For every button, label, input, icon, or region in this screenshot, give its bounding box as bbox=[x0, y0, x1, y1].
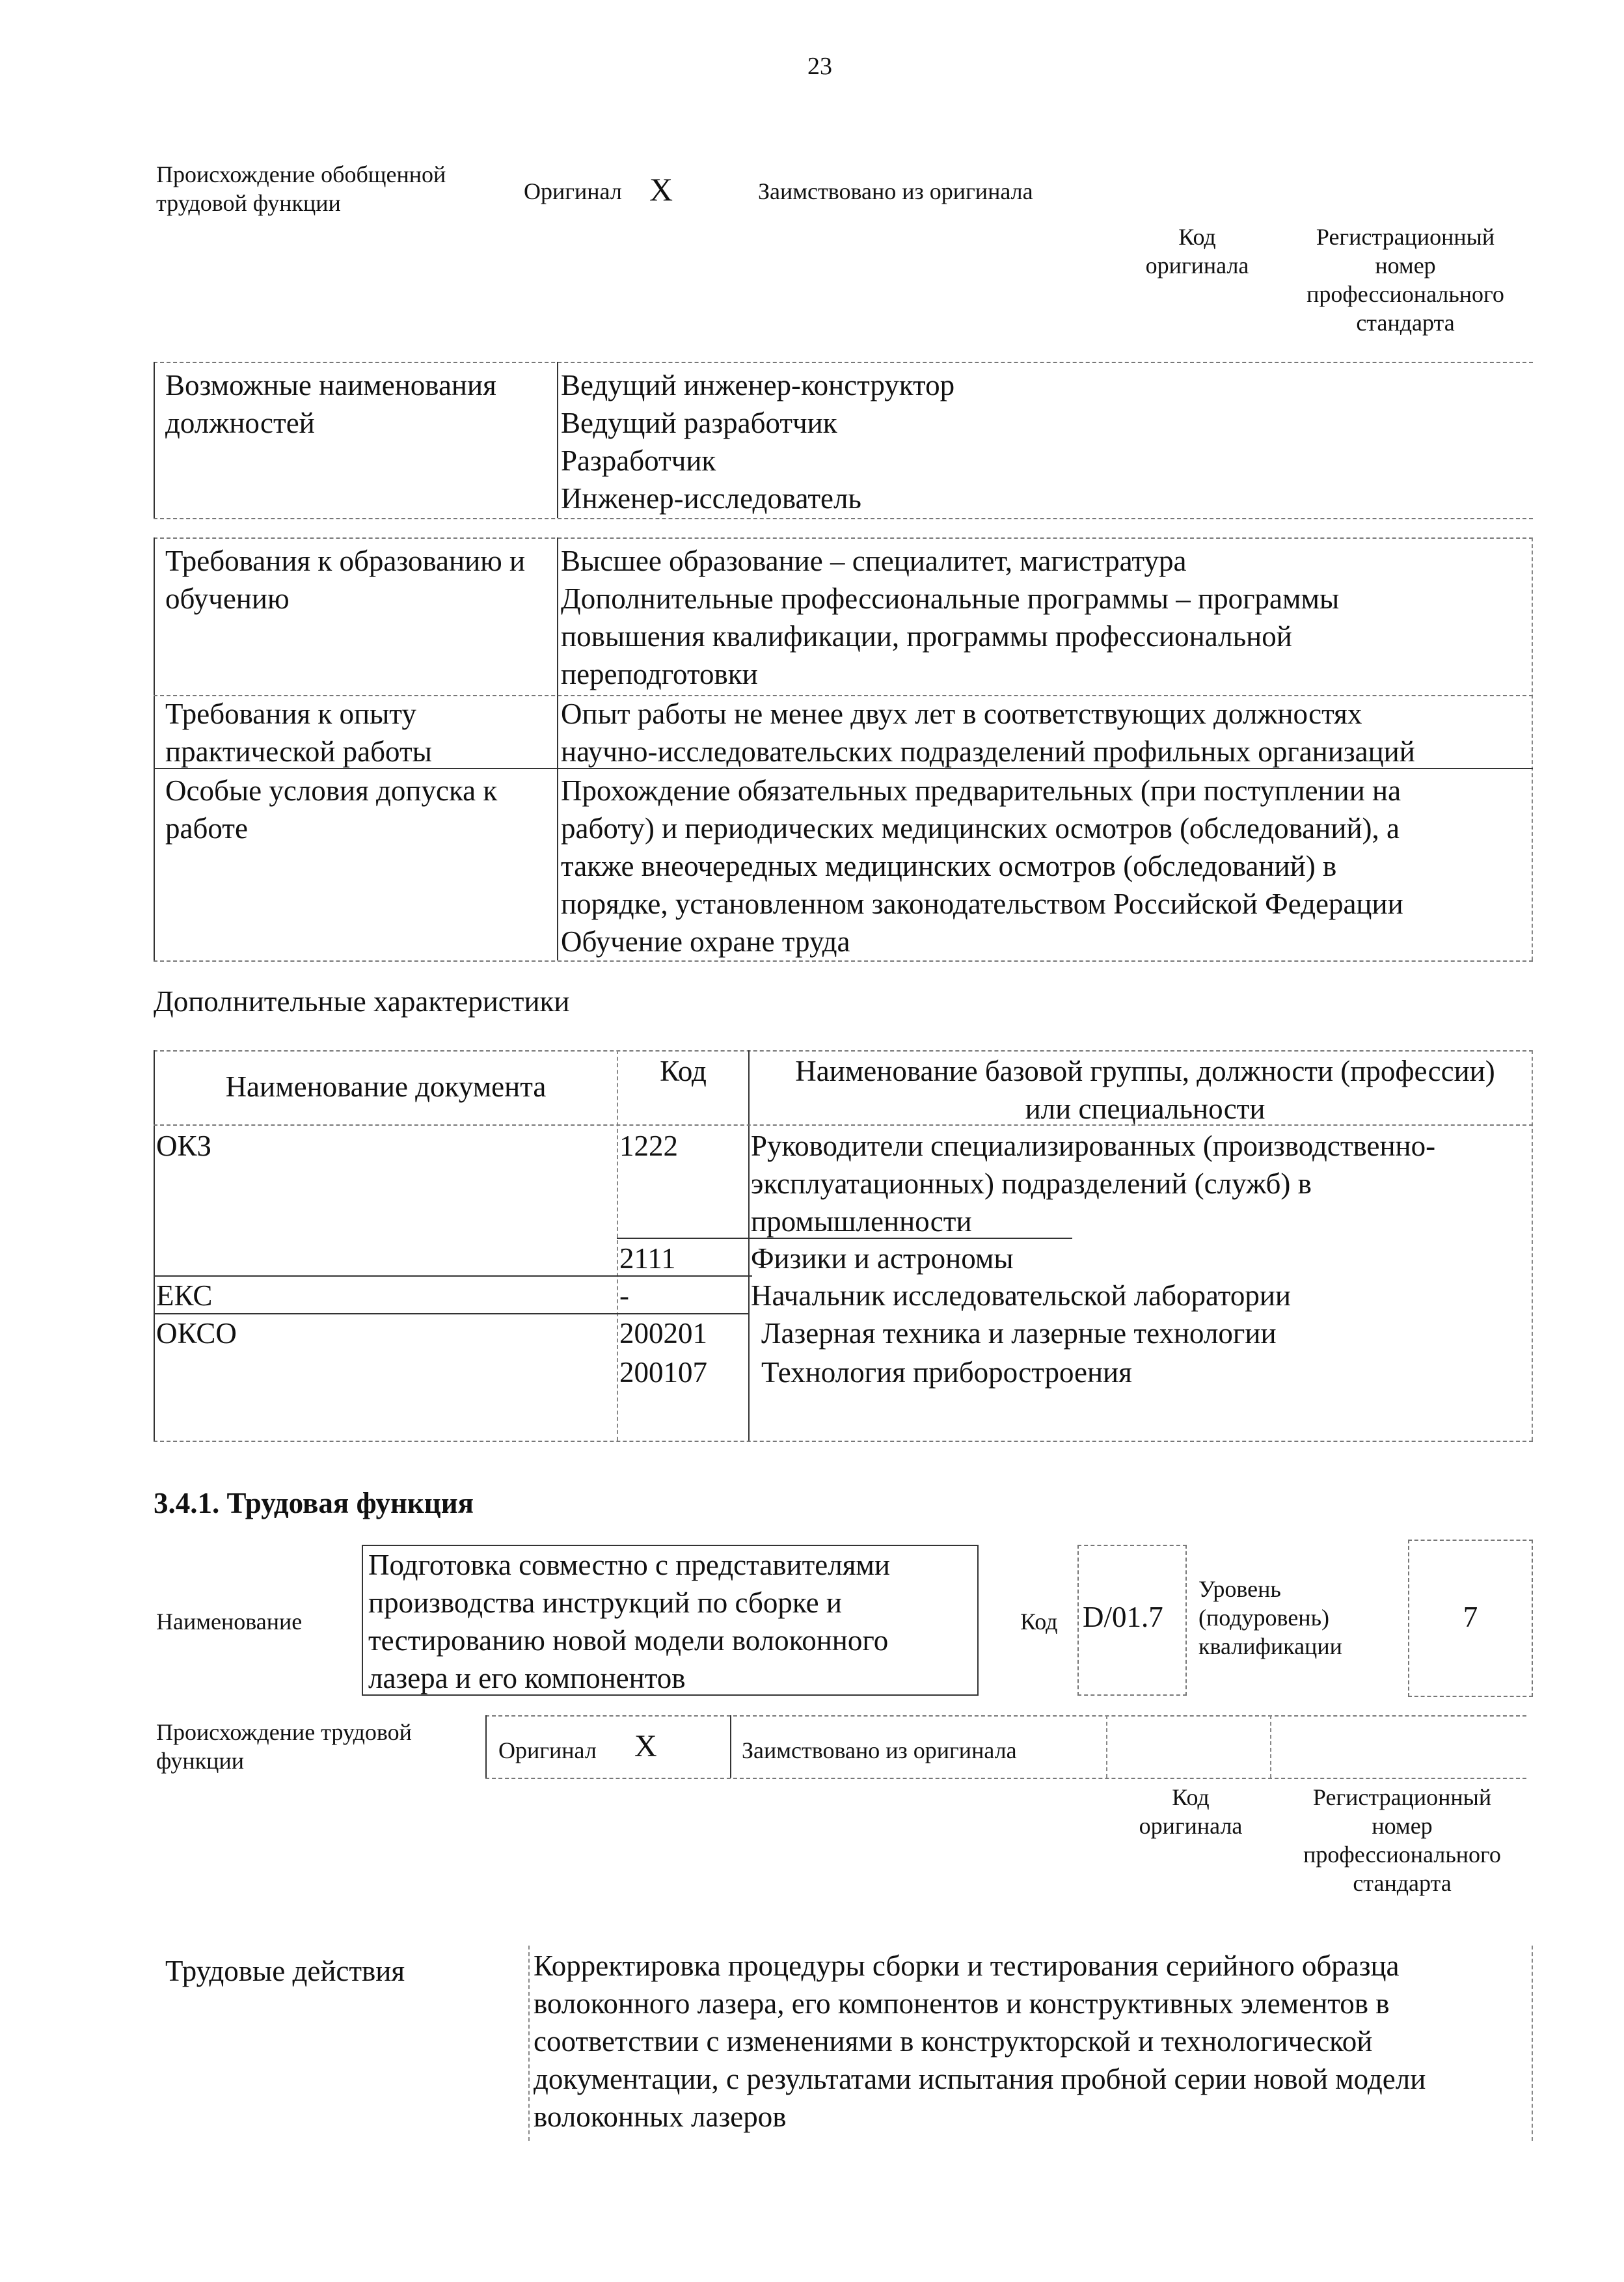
function-name-label: Наименование bbox=[156, 1609, 303, 1635]
admission-value bbox=[561, 772, 1530, 960]
function-heading: 3.4.1. Трудовая функция bbox=[154, 1487, 474, 1519]
function-name-box bbox=[362, 1545, 979, 1696]
function-code-value: D/01.7 bbox=[1083, 1601, 1163, 1633]
function-code-label: Код bbox=[1020, 1609, 1058, 1635]
table-cell-doc: ОКЗ bbox=[156, 1130, 212, 1162]
col-name-header: Наименование базовой группы, должности (профессии) или специальности bbox=[795, 1055, 1495, 1125]
education-line: Высшее образование – специалитет, магистратура bbox=[561, 545, 1187, 577]
admission-line: Прохождение обязательных предварительных (при поступлении на bbox=[561, 774, 1401, 807]
actions-line: волоконного лазера, его компонентов и конструктивных элементов в bbox=[534, 1987, 1390, 2020]
position-item: Разработчик bbox=[561, 444, 716, 477]
actions-text bbox=[534, 1947, 1529, 2136]
position-item: Инженер-исследователь bbox=[561, 482, 861, 515]
table-cell-code: - bbox=[619, 1279, 629, 1312]
function-name-line: производства инструкций по сборке и bbox=[368, 1586, 842, 1619]
function-name-line: лазера и его компонентов bbox=[368, 1662, 686, 1694]
col-code-header: Код bbox=[660, 1055, 707, 1087]
education-line: Дополнительные профессиональные программы – программы bbox=[561, 582, 1340, 615]
position-item: Ведущий разработчик bbox=[561, 407, 837, 439]
actions-line: соответствии с изменениями в конструкторской и технологической bbox=[534, 2025, 1373, 2058]
function-borrowed-label: Заимствовано из оригинала bbox=[742, 1737, 1017, 1763]
table-cell-name: Физики и астрономы bbox=[751, 1242, 1014, 1275]
table-cell-code: 200107 bbox=[619, 1356, 707, 1389]
table-cell-name: Лазерная техника и лазерные технологии bbox=[761, 1317, 1277, 1350]
admission-line: порядке, установленном законодательством Российской Федерации bbox=[561, 888, 1403, 920]
level-label-line: Уровень bbox=[1198, 1576, 1281, 1602]
table-cell-code: 1222 bbox=[619, 1130, 678, 1162]
table-cell-line: промышленности bbox=[751, 1205, 972, 1238]
gen-original-label: Оригинал bbox=[524, 178, 622, 204]
level-label-line: (подуровень) bbox=[1198, 1605, 1329, 1631]
table-cell-doc: ОКСО bbox=[156, 1317, 237, 1350]
gen-original-mark: X bbox=[649, 171, 673, 208]
table-cell-doc: ЕКС bbox=[156, 1279, 213, 1312]
function-original-mark: X bbox=[634, 1729, 657, 1763]
table-cell-code: 200201 bbox=[619, 1317, 707, 1350]
function-code-original-label: Код оригинала bbox=[1139, 1784, 1243, 1839]
table-cell-line: эксплуатационных) подразделений (служб) в bbox=[751, 1167, 1312, 1200]
table-cell-name: Технология приборостроения bbox=[761, 1356, 1132, 1389]
position-item: Ведущий инженер-конструктор bbox=[561, 369, 955, 401]
table-cell-code: 2111 bbox=[619, 1242, 676, 1275]
actions-line: документации, с результатами испытания пробной серии новой модели bbox=[534, 2063, 1426, 2095]
actions-label: Трудовые действия bbox=[165, 1955, 405, 1987]
table-cell-name: Начальник исследовательской лаборатории bbox=[751, 1279, 1292, 1312]
function-reg-number-label: Регистрационный номер профессионального стандарта bbox=[1303, 1784, 1501, 1896]
actions-line: волоконных лазеров bbox=[534, 2100, 787, 2133]
gen-reg-number-label: Регистрационный номер профессионального стандарта bbox=[1306, 224, 1504, 336]
education-value bbox=[561, 542, 1530, 693]
function-name-line: тестированию новой модели волоконного bbox=[368, 1624, 889, 1657]
additional-heading: Дополнительные характеристики bbox=[154, 985, 570, 1018]
page-number: 23 bbox=[807, 53, 832, 80]
education-label: Требования к образованию и обучению bbox=[165, 545, 526, 615]
experience-line: Опыт работы не менее двух лет в соответствующих должностях bbox=[561, 698, 1362, 730]
table-cell-line: Руководители специализированных (производственно- bbox=[751, 1130, 1436, 1162]
admission-line: также внеочередных медицинских осмотров (обследований) в bbox=[561, 850, 1337, 882]
actions-line: Корректировка процедуры сборки и тестирования серийного образца bbox=[534, 1949, 1400, 1982]
gen-code-original-label: Код оригинала bbox=[1145, 224, 1249, 278]
admission-line: работу) и периодических медицинских осмотров (обследований), а bbox=[561, 812, 1400, 845]
function-level-value: 7 bbox=[1463, 1601, 1478, 1633]
function-level-label bbox=[1198, 1575, 1394, 1661]
function-origin-label: Происхождение трудовой функции bbox=[156, 1719, 412, 1774]
function-name-line: Подготовка совместно с представителями bbox=[368, 1549, 890, 1581]
gen-borrowed-label: Заимствовано из оригинала bbox=[758, 178, 1033, 204]
experience-line: научно-исследовательских подразделений профильных организаций bbox=[561, 735, 1415, 768]
col-doc-header: Наименование документа bbox=[225, 1070, 547, 1103]
positions-list bbox=[561, 366, 1524, 517]
level-label-line: квалификации bbox=[1198, 1633, 1342, 1659]
positions-label: Возможные наименования должностей bbox=[165, 369, 496, 439]
function-original-label: Оригинал bbox=[498, 1737, 597, 1763]
gen-origin-label: Происхождение обобщенной трудовой функции bbox=[156, 161, 446, 216]
table-cell-name bbox=[751, 1127, 1532, 1240]
experience-label: Требования к опыту практической работы bbox=[165, 698, 432, 768]
education-line: переподготовки bbox=[561, 658, 758, 690]
experience-value bbox=[561, 695, 1530, 770]
admission-line: Обучение охране труда bbox=[561, 925, 850, 958]
education-line: повышения квалификации, программы профессиональной bbox=[561, 620, 1292, 653]
admission-label: Особые условия допуска к работе bbox=[165, 774, 498, 845]
